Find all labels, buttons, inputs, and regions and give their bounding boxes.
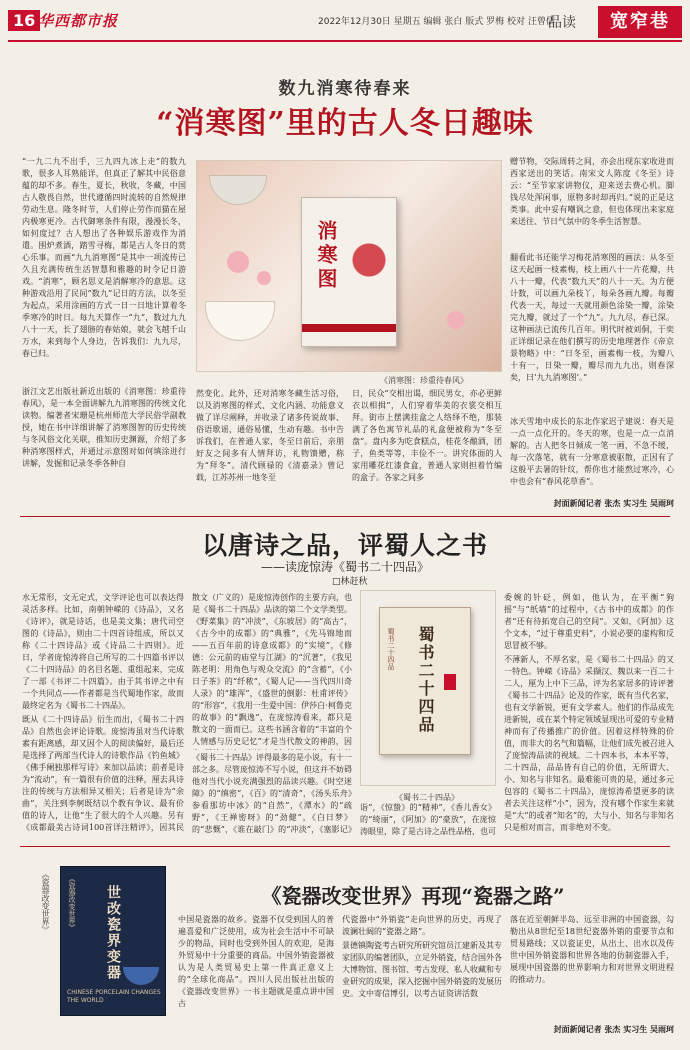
article2-col2b: 《蜀书二十四品》评得最多的是小说，有十一部之多。尽管庞惊涛不写小说，但这并不妨碍他对当代小说充满强烈的品读兴趣。《时空迷障》的“缜密”，《百》的“清奇”，《汤头乐舟》参看那坊中冰》的“自然”，《潭水》的“疏野”，《王禅密呀》的“劲健”，《白日梦》的“悲慨”，《谁在敲门》的“冲淡”，《塞影记》 — [192, 753, 352, 834]
article1-caption: 《消寒图：珍重待春风》 — [380, 376, 468, 385]
article1-headline: “消寒图”里的古人冬日趣味 — [156, 106, 534, 141]
article2-author: □林赶秋 — [332, 577, 368, 587]
article3-headline: 《瓷器改变世界》再现“瓷器之路” — [261, 884, 565, 908]
article2-col4b: 不薄新人，不厚名家，是《蜀书二十四品》的又一特色。钟嵘《诗品》采撷汉、魏以来一百二十二人，厘为上中下三品，评为名家居多的诗评著《蜀书二十四品》论及的作家，既有当代名家，也有文学新锐，更有文学素人。他们的作品成先进新锐，或在某个特定领域显现出可爱的专业精神而有了传播推广的价值。因着这样特殊的价值，而非大的名气和篇幅，让他们成先被召进入了庞惊涛品读的视域。二十四本书，本本平等，二十四品，品品皆有自己的价值，无所谓大、小、知名与非知名。最难能可贵的是，通过多元包容的《蜀书二十四品》，庞惊涛希望更多的读者去关注这样“小”，因为，没有哪个作家生来就是“大”的或者“知名”的，大与小、知名与非知名只是相对而言，而非绝对不变。 — [504, 655, 674, 832]
flower-icon — [257, 271, 271, 285]
date-line: 2022年12月30日 星期五 编辑 张白 版式 罗梅 校对 汪曾儒 — [318, 17, 555, 27]
paper-logo: 华西都市报 — [38, 12, 119, 30]
article2-subheadline: ——读庞惊涛《蜀书二十四品》 — [260, 560, 429, 574]
column-name: 宽窄巷 — [598, 6, 682, 38]
article1-col1: “一九二九不出手，三九四九冰上走”的数九歌，很多人耳熟能详，但真正了解其中民俗意蕴的却不多。春生，夏长，秋收，冬藏，中国古人敬畏自然，世代遵循四时流转的自然规律劳动生息。隆冬时节，人们停止劳作而猫在屋内极寒更冷。古代御寒条件有限，漫漫长冬，如何度过？古人想出了各种娱乐游戏作为消遣。围炉煮酒，踏雪寻梅，都是古人冬日的赏心乐事。而画“九九消寒图”是其中一项流传已久且充满传统生活智慧和雅趣的时令记日游戏。“消寒”，顾名思义是消解寒冷的意思。这种游戏沿用了民间“数九”记日的方法，以冬至为起点，采用涂画的方式一日一日地计算着冬季寒冷的时日。每九天算作一“九”，数过九九八十一天，长了翅膀的春姑娘，就会飞越千山万水，来到每个人身边，告诉我们：九九尽，春已归。 — [22, 157, 186, 358]
book-cover-xiaohantu — [301, 197, 397, 347]
article3-col2: 代瓷器中“外销瓷”走向世界的历史，再现了波澜壮阔的“瓷器之路”。 — [342, 915, 502, 936]
article2-col4: 委婉的针砭，例如，他认为，在平衡“狗摇”与“纸墙”的过程中，《古书中的成都》的作者“还有待拓宽自己的空间”。又如，《阿加》这个文本，“过于尊重史料”，小说必要的虚构和反思冒被不够。 — [504, 593, 674, 650]
article1-photo — [196, 160, 502, 372]
article3-col2b: 景德镇陶瓷考古研究所研究馆员江建新及其专家团队的编著团队，立足外销瓷，结合国外各大博物馆、图书馆、考古发现、私人收藏和专业研究的成果，深入挖掘中国外销瓷的发展历史。文中寄信博引，以考古证资讲活数 — [342, 941, 502, 998]
article2-col1: 水无常形，文无定式，文学评论也可以表达得灵活多样。比如，南朝钟嵘的《诗品》，又名《诗评》，就是诗话，也是美文集；唐代司空图的《诗品》，则由二十四首诗组成，所以又称《二十四诗品》或《诗品二十四则》。近日，学者庞惊涛将自己所写的二十四篇书评以《二十四诗品》的名目名题、重组起来，完成了一部《书评二十四篇》。由于其书评之中有一个共同点——作者都是当代蜀地作家，故而最终定名为《蜀书二十四品》。 — [22, 593, 184, 710]
article1-byline: 封面新闻记者 张杰 实习生 吴雨珂 — [553, 499, 674, 508]
article1-col2: 然变化。此外，还对消寒冬藏生活习俗，以及消寒图的样式、文化内涵、功能意义做了详尽阐释，并收录了诸多传说故事、俗语歌谣，通俗易懂，生动有趣。书中告诉我们，在普通人家，冬至日前后，亲朋好友之间多有人情拜访，礼物馈赠，称为“拜冬”。清代顾禄的《清嘉录》曾记载，江苏苏州一地冬至 — [196, 389, 344, 482]
article3-byline: 封面新闻记者 张杰 实习生 吴雨珂 — [553, 1025, 674, 1034]
book-spine-text: 蜀书二十四品 — [387, 628, 395, 670]
flower-icon — [447, 311, 465, 329]
book-cover-shushu — [379, 607, 471, 755]
porcelain-bowl-icon — [123, 967, 159, 985]
article2-caption: 《蜀书二十四品》 — [395, 793, 459, 802]
book-cover-title: 蜀书二十四品 — [416, 626, 435, 734]
article2-photo — [360, 590, 496, 786]
article3-col1: 中国是瓷器的故乡。瓷器不仅受到国人的普遍喜爱和广泛使用，成为社会生活中不可缺少的物品，同时也受到外国人的欢迎，是海外贸易中十分重要的商品。中国外销瓷器被认为是人类贸易史上第一件真正意义上的“全球化商品”。四川人民出版社出版的《瓷器改变世界》一书主题就是重点讲中国古 — [178, 915, 334, 1008]
book-band — [302, 324, 396, 332]
section-divider — [20, 846, 670, 847]
section-label: 品读 — [548, 15, 576, 31]
article1-col4c: 冰天雪地中成长的东北作家迟子建说：春天是一点一点化开的。冬天的寒，也是一点一点消解的。古人把冬日倾成一笔一画，不急不缓，每一次落笔，就有一分寒意被驱散，正因有了这般平去暑的针纹，帮你也才能熬过寒冷，心中也会有“春风花草香”。 — [510, 417, 674, 486]
section-divider — [20, 516, 670, 517]
article1-col3: 日，民众“交相出谒，细民男女，亦必更鲜衣以相揖”，人们穿着华美的衣裳交相互拜。街市上摆满挂盒之人络绎不绝，那装满了各色寓节礼品的礼盒便被称为“冬至盘”。盘内多为吃食糕点，桂花冬酿酒，团子，鱼类等等，丰俭不一。讲究体面的人家用雕花红漆食盒，普通人家则担着竹编的盒子。各家之间多 — [352, 389, 502, 482]
red-seal-icon — [444, 674, 456, 690]
article1-col4: 赠节物，交际周转之间，亦会出现东家收进而西家送出的笑话。南宋文人陈度《冬至》诗云：“至节家家讲物仪，迎来送去费心机。脚钱尽处浑闲事，原物多时却再归。”说的正是这类事。此中妥有嘲讽之意，但也体现出来家庭来送往、节日气氛中的冬季生活智慧。 — [510, 157, 674, 226]
book-cover-title: 消寒图 — [314, 220, 338, 292]
article3-col3: 落在近至朝鲜半岛、远至非洲的中国瓷器，勾勒出从8世纪至18世纪瓷器外销的重要节点和贸易路线；又以瓷证史，从出土、出水以及传世中国外销瓷器和世界各地的仿制瓷器入手，展现中国瓷器的世界影响力和对世界文明进程的推动力。 — [510, 915, 674, 984]
flower-icon — [227, 251, 249, 273]
article2-col2: 散文（广义的）是庞惊涛创作的主要方向，也是《蜀书二十四品》品读的第二个文学类型。《野菜集》的“冲淡”，《东坡居》的“高古”，《古今中的成都》的“典雅”，《先马锦地而——五百年前的诗意成都》的“实境”，《修德：公元前的庙堂与江湖》的“沉著”，《我见陈老明：用角色与观众交流》的“含蓄”，《小日子茶》的“纤秾”，《蜀人记——当代四川奇人录》的“雄浑”，《盛世的倒影：杜甫评传》的“形容”，《我用一生爱中国：伊莎白·柯鲁克的故事》的“飘逸”，在庞惊涛看来，都只是散文的一面而已。这些书涵含着的“丰富的个人情感与历史记忆”才是当代散文的神韵，因 — [192, 593, 352, 746]
plum-blossom-icon — [352, 228, 386, 308]
book-english-title: CHINESE PORCELAIN CHANGES THE WORLD — [67, 989, 161, 1004]
article1-col4b: 翻看此书还能学习梅花消寒图的画法：从冬至这天起画一枝素梅，枝上画八十一片花瓣，共八十一瓣，代表“数九天”的八十一天。为方便计数，可以画九朵枝丫，每朵各画九瓣。每瓣代表一天，每过一天就用颜色涂染一瓣，涂染完九瓣，就过了一个“九”。九九尽，春已深。这种画法已流传几百年。明代时被刘侗，于奕正详细记录在他们撰写的历史地理著作《帝京景物略》中：“日冬至，画素梅一枝，为瓣八十有一，日染一瓣，瓣尽而九九出，则春深矣，曰‘九九消寒图’。” — [510, 253, 674, 382]
article1-kicker: 数九消寒待春来 — [278, 79, 412, 99]
article1-col1b: 浙江文艺出版社新近出版的《消寒图：珍重待春风》，是一本全面讲解九九消寒图的传统文化读物。编著者宋珊是杭州师范大学民俗学副教授，她在书中详细讲解了消寒图智的历史传统与冬风俗文化关联，推知历史渊源，介绍了多种消寒图样式，并通过示意图对如何填涂进行讲解，发掘和记录冬季各种自 — [22, 387, 186, 468]
article3-photo — [60, 866, 166, 1016]
article3-caption: 《瓷器改变世界》 — [41, 870, 50, 934]
book-cover-title: 世改瓷界变器 — [105, 885, 121, 981]
book-publisher-text: 《瓷器改变世界》 — [68, 875, 76, 931]
page-number: 16 — [8, 10, 40, 31]
teacup-shape — [209, 175, 267, 205]
article2-col1b: 既从《二十四诗品》衍生而出，《蜀书二十四品》自然也会评论诗歌。庞惊涛虽对当代诗歌素有距离感，却又因个人的阅读偏好，最后还是选择了两部当代诗人的诗歌作品《钓鱼城》《佛手阑独那样写诗》来加以品读；前者是诗为“流动”，有一篇很有价值的注释，厘去具诗注的传统与方法相异又相关；后者是诗为“余曲”，关注到李舸既结以个教有争议、最有价值的诗人，让他“生了很大的个人兴趣。另有《成都最美古诗词100首详注精评》，因其民 — [22, 715, 184, 832]
masthead-rule — [8, 40, 682, 42]
bowl-shape — [205, 301, 275, 341]
article2-headline: 以唐诗之品，评蜀人之书 — [201, 531, 488, 560]
article2-col3: 诣”，《惊蛰》的“精神”，《香儿香女》的“绮丽”，《阿加》的“豪放”，在庞惊涛眼里，除了是古诗之品性品格，也可 — [360, 803, 496, 836]
